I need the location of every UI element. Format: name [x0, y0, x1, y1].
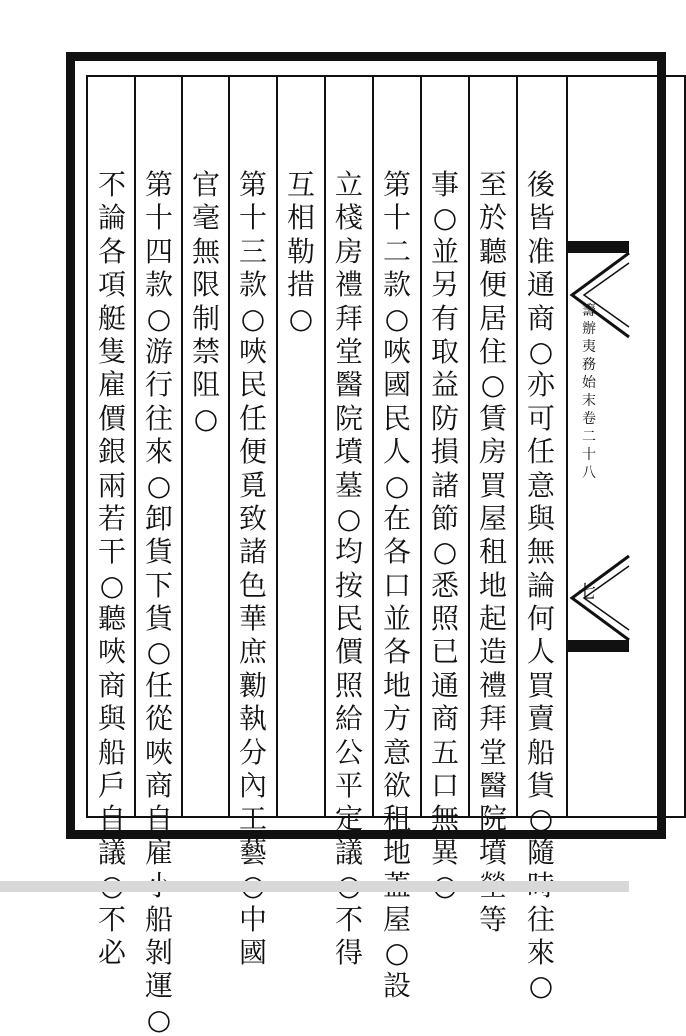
column-char: 另 [430, 268, 459, 302]
column-char: 異 [430, 835, 459, 869]
column-char: 價 [97, 401, 126, 435]
text-column [519, 168, 563, 1003]
column-char: 地 [382, 835, 411, 869]
book-title [576, 302, 602, 482]
text-column [375, 168, 419, 1003]
column-char: 五 [430, 735, 459, 769]
column-char: 屋 [382, 902, 411, 936]
column-char: 意 [382, 735, 411, 769]
column-char: 內 [238, 769, 267, 803]
column-char: 墳 [334, 435, 363, 469]
column-char: 議 [334, 835, 363, 869]
column-char: 唊 [382, 334, 411, 368]
column-char: 於 [478, 201, 507, 235]
column-char: 拜 [334, 301, 363, 335]
column-char: 藝 [238, 835, 267, 869]
column-char: 買 [478, 468, 507, 502]
fish-tail-bottom-band [566, 640, 629, 652]
column-char: 第 [144, 168, 173, 201]
column-char: 起 [478, 602, 507, 636]
punctuation-circle: ○ [432, 201, 458, 235]
column-char: 運 [144, 969, 173, 1003]
column-char: 商 [144, 769, 173, 803]
column-char: 可 [526, 401, 555, 435]
column-char: 雇 [144, 835, 173, 869]
column-char: 二 [382, 234, 411, 268]
column-char: 若 [97, 501, 126, 535]
text-column [90, 168, 134, 969]
folio-number: 七 [578, 582, 596, 603]
book-title-char: 末 [582, 393, 596, 409]
text-column [231, 168, 275, 969]
column-char: 民 [382, 401, 411, 435]
column-char: 諸 [430, 468, 459, 502]
column-char: 貨 [526, 769, 555, 803]
column-rule [228, 76, 230, 817]
column-char: 制 [191, 301, 220, 335]
column-char: 禮 [334, 268, 363, 302]
column-char: 禮 [478, 668, 507, 702]
column-char: 不 [97, 902, 126, 936]
column-char: 各 [382, 535, 411, 569]
column-char: 欲 [382, 769, 411, 803]
punctuation-circle: ○ [240, 301, 266, 335]
column-char: 國 [382, 368, 411, 402]
column-rule [181, 76, 183, 817]
column-char: 商 [430, 702, 459, 736]
column-char: 阻 [191, 368, 220, 402]
column-char: 款 [238, 268, 267, 302]
book-title-char: 八 [582, 465, 596, 481]
column-char: 任 [144, 668, 173, 702]
column-char: 艇 [97, 301, 126, 335]
column-char: 自 [144, 802, 173, 836]
column-char: 方 [382, 702, 411, 736]
punctuation-circle: ○ [288, 301, 314, 335]
column-char: 無 [526, 535, 555, 569]
column-char: 悉 [430, 568, 459, 602]
column-char: 通 [430, 668, 459, 702]
column-char: 價 [334, 635, 363, 669]
column-char: 分 [238, 735, 267, 769]
column-char: 勷 [238, 668, 267, 702]
column-char: 設 [382, 969, 411, 1003]
column-char: 唊 [97, 635, 126, 669]
punctuation-circle: ○ [99, 568, 125, 602]
punctuation-circle: ○ [336, 501, 362, 535]
punctuation-circle: ○ [432, 535, 458, 569]
column-char: 租 [478, 535, 507, 569]
column-char: 聽 [97, 602, 126, 636]
punctuation-circle: ○ [146, 1002, 172, 1036]
book-title-char: 辦 [582, 321, 596, 337]
column-char: 執 [238, 702, 267, 736]
column-char: 等 [478, 902, 507, 936]
fish-tail-top-band [566, 241, 629, 253]
column-char: 醫 [334, 368, 363, 402]
column-rule [276, 76, 278, 817]
column-char: 行 [144, 368, 173, 402]
book-title-char: 十 [582, 447, 596, 463]
column-char: 照 [334, 668, 363, 702]
column-char: 已 [430, 635, 459, 669]
punctuation-circle: ○ [146, 468, 172, 502]
punctuation-circle: ○ [528, 969, 554, 1003]
column-char: 益 [430, 368, 459, 402]
column-char: 勒 [286, 234, 315, 268]
column-char: 租 [382, 802, 411, 836]
column-char: 通 [526, 268, 555, 302]
column-char: 庶 [238, 635, 267, 669]
column-char: 任 [526, 435, 555, 469]
column-char: 人 [526, 635, 555, 669]
column-char: 事 [430, 168, 459, 201]
column-rule [372, 76, 374, 817]
column-rule [134, 76, 136, 817]
punctuation-circle: ○ [384, 468, 410, 502]
column-char: 居 [478, 301, 507, 335]
column-char: 十 [382, 201, 411, 235]
column-char: 議 [97, 835, 126, 869]
column-char: 後 [526, 168, 555, 201]
column-char: 船 [144, 902, 173, 936]
column-char: 相 [286, 201, 315, 235]
column-char: 商 [97, 668, 126, 702]
column-char: 地 [478, 568, 507, 602]
text-column [137, 168, 181, 1036]
column-char: 意 [526, 468, 555, 502]
column-char: 款 [144, 268, 173, 302]
column-rule [324, 76, 326, 817]
column-char: 船 [526, 735, 555, 769]
column-char: 拜 [478, 702, 507, 736]
column-char: 並 [430, 234, 459, 268]
punctuation-circle: ○ [193, 401, 219, 435]
column-char: 按 [334, 568, 363, 602]
book-title-char: 卷 [582, 411, 596, 427]
column-char: 互 [286, 168, 315, 201]
column-char: 住 [478, 334, 507, 368]
punctuation-circle: ○ [528, 802, 554, 836]
column-char: 院 [334, 401, 363, 435]
column-char: 四 [144, 234, 173, 268]
column-char: 定 [334, 802, 363, 836]
column-char: 來 [144, 435, 173, 469]
column-char: 覓 [238, 468, 267, 502]
column-char: 並 [382, 602, 411, 636]
column-char: 往 [526, 902, 555, 936]
column-char: 堂 [478, 735, 507, 769]
column-char: 賃 [478, 401, 507, 435]
column-char: 與 [526, 501, 555, 535]
column-char: 三 [238, 234, 267, 268]
column-char: 堂 [334, 334, 363, 368]
column-char: 取 [430, 334, 459, 368]
column-char: 何 [526, 602, 555, 636]
column-char: 口 [430, 769, 459, 803]
column-char: 棧 [334, 201, 363, 235]
column-char: 便 [238, 435, 267, 469]
column-char: 任 [238, 401, 267, 435]
column-char: 節 [430, 501, 459, 535]
column-char: 隻 [97, 334, 126, 368]
column-char: 往 [144, 401, 173, 435]
column-char: 十 [238, 201, 267, 235]
punctuation-circle: ○ [146, 301, 172, 335]
column-char: 民 [238, 368, 267, 402]
column-char: 致 [238, 501, 267, 535]
column-char: 立 [334, 168, 363, 201]
column-char: 與 [97, 702, 126, 736]
column-char: 自 [97, 802, 126, 836]
column-char: 防 [430, 401, 459, 435]
column-char: 措 [286, 268, 315, 302]
column-char: 無 [430, 802, 459, 836]
column-char: 地 [382, 668, 411, 702]
column-char: 給 [334, 702, 363, 736]
column-char: 在 [382, 501, 411, 535]
column-char: 無 [191, 234, 220, 268]
column-char: 隨 [526, 835, 555, 869]
column-char: 賣 [526, 702, 555, 736]
column-char: 墳 [478, 835, 507, 869]
column-char: 工 [238, 802, 267, 836]
column-char: 貨 [144, 602, 173, 636]
column-char: 口 [382, 568, 411, 602]
column-char: 項 [97, 268, 126, 302]
column-char: 平 [334, 769, 363, 803]
column-char: 屋 [478, 501, 507, 535]
column-rule [468, 76, 470, 817]
column-char: 院 [478, 802, 507, 836]
column-char: 款 [382, 268, 411, 302]
column-char: 有 [430, 301, 459, 335]
punctuation-circle: ○ [146, 635, 172, 669]
column-char: 第 [238, 168, 267, 201]
column-char: 論 [526, 568, 555, 602]
column-char: 國 [238, 935, 267, 969]
column-char: 公 [334, 735, 363, 769]
column-char: 各 [382, 635, 411, 669]
book-title-char: 務 [582, 357, 596, 373]
column-rule [516, 76, 518, 817]
book-title-char: 籌 [582, 303, 596, 319]
column-char: 亦 [526, 368, 555, 402]
column-char: 不 [334, 902, 363, 936]
text-column [327, 168, 371, 969]
column-char: 中 [238, 902, 267, 936]
column-char: 十 [144, 201, 173, 235]
column-char: 便 [478, 268, 507, 302]
book-title-char: 夷 [582, 339, 596, 355]
column-char: 第 [382, 168, 411, 201]
punctuation-circle: ○ [384, 301, 410, 335]
book-title-char: 二 [582, 429, 596, 445]
column-char: 醫 [478, 769, 507, 803]
column-char: 官 [191, 168, 220, 201]
column-char: 不 [97, 168, 126, 201]
column-char: 各 [97, 234, 126, 268]
column-char: 銀 [97, 435, 126, 469]
text-column [423, 168, 467, 903]
punctuation-circle: ○ [384, 935, 410, 969]
column-char: 論 [97, 201, 126, 235]
column-char: 得 [334, 935, 363, 969]
column-char: 限 [191, 268, 220, 302]
punctuation-circle: ○ [528, 334, 554, 368]
scan-edge [0, 881, 629, 892]
column-char: 卸 [144, 501, 173, 535]
column-char: 聽 [478, 234, 507, 268]
column-char: 從 [144, 702, 173, 736]
column-char: 民 [334, 602, 363, 636]
column-char: 來 [526, 935, 555, 969]
book-title-char: 始 [582, 375, 596, 391]
column-char: 墓 [334, 468, 363, 502]
column-char: 雇 [97, 368, 126, 402]
column-char: 唊 [238, 334, 267, 368]
column-char: 禁 [191, 334, 220, 368]
column-char: 損 [430, 435, 459, 469]
column-char: 均 [334, 535, 363, 569]
column-char: 照 [430, 602, 459, 636]
text-column [279, 168, 323, 335]
column-char: 造 [478, 635, 507, 669]
column-char: 皆 [526, 201, 555, 235]
column-char: 至 [478, 168, 507, 201]
column-char: 干 [97, 535, 126, 569]
column-char: 房 [478, 435, 507, 469]
column-char: 准 [526, 234, 555, 268]
column-char: 房 [334, 234, 363, 268]
column-char: 買 [526, 668, 555, 702]
column-char: 華 [238, 602, 267, 636]
column-char: 戶 [97, 769, 126, 803]
punctuation-circle: ○ [480, 368, 506, 402]
column-char: 兩 [97, 468, 126, 502]
column-char: 必 [97, 935, 126, 969]
column-char: 貨 [144, 535, 173, 569]
text-column [471, 168, 515, 936]
column-char: 船 [97, 735, 126, 769]
text-column [184, 168, 228, 435]
column-char: 唊 [144, 735, 173, 769]
column-char: 諸 [238, 535, 267, 569]
column-char: 人 [382, 435, 411, 469]
column-char: 游 [144, 334, 173, 368]
column-char: 毫 [191, 201, 220, 235]
column-char: 商 [526, 301, 555, 335]
column-rule [420, 76, 422, 817]
column-char: 色 [238, 568, 267, 602]
column-char: 剝 [144, 935, 173, 969]
column-char: 下 [144, 568, 173, 602]
